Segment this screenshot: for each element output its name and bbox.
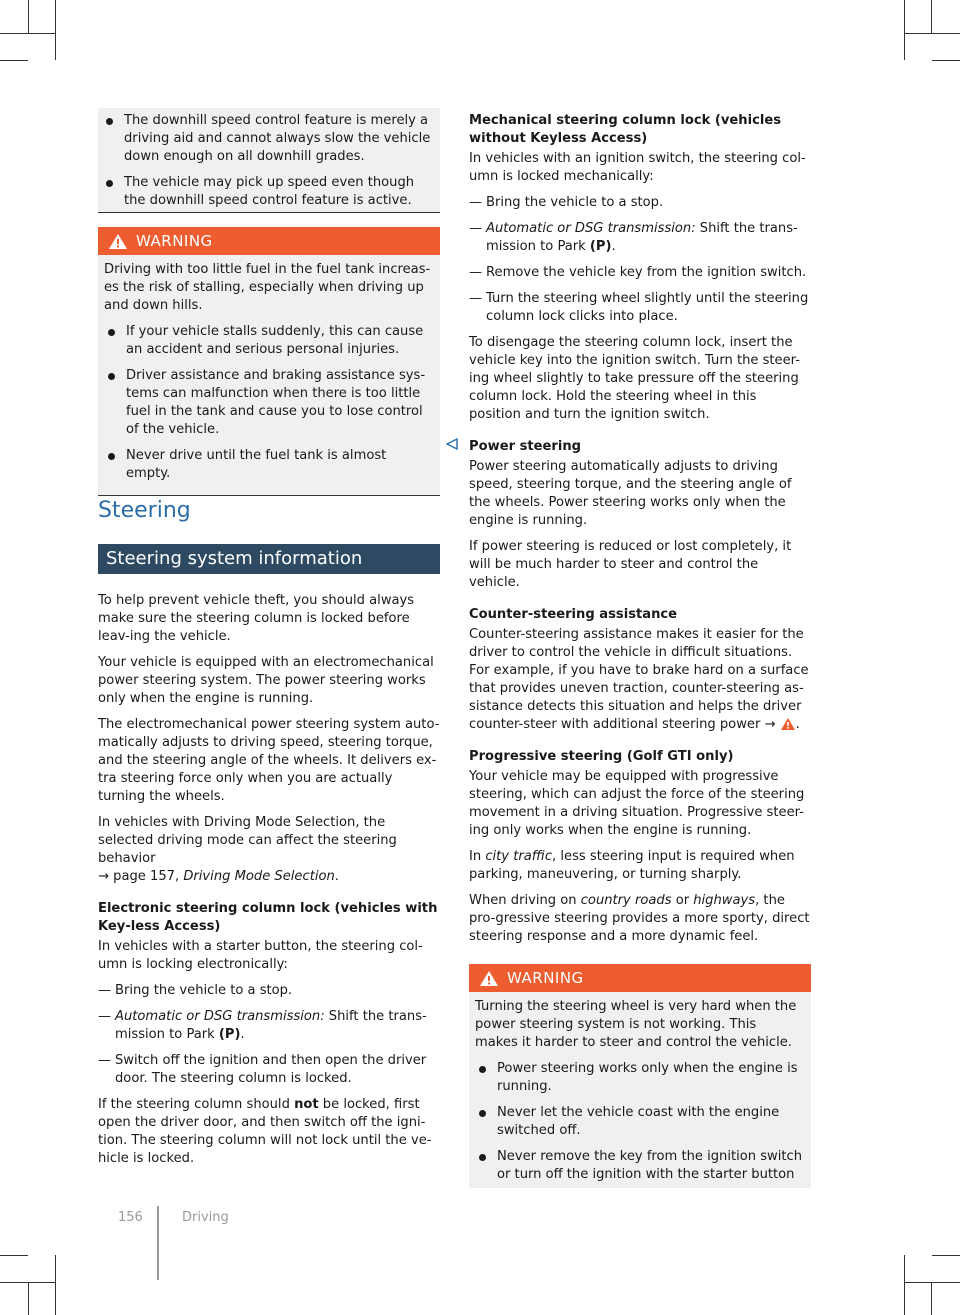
paragraph: The electromechanical power steering system auto-matically adjusts to driving speed, steering torque, and the steering angle of the wheels. It delivers ex-tra steering force only when you are actually turning the wheels.: [98, 717, 440, 804]
paragraph: [469, 892, 811, 946]
page-reference-link[interactable]: → page 157,: [98, 869, 180, 884]
crop-mark: [904, 1255, 905, 1315]
crop-mark: [932, 1255, 960, 1256]
list-item: — Switch off the ignition and then open the driver door. The steering column is locked.: [98, 1052, 440, 1088]
paragraph: In vehicles with an ignition switch, the steering col-umn is locked mechanically:: [469, 151, 806, 184]
paragraph: In vehicles with a starter button, the steering col-umn is locking electronically:: [98, 939, 423, 972]
paragraph-italic: country roads: [580, 893, 672, 908]
list-item: — Automatic or DSG transmission: Shift the trans-mission to Park (P).: [98, 1008, 440, 1044]
list-item: Never remove the key from the ignition switch or turn off the ignition with the starter button: [475, 1148, 803, 1184]
paragraph-text: If the steering column should: [98, 1097, 295, 1112]
paragraph: To help prevent vehicle theft, you should always make sure the steering column is locked before leav-ing the vehicle.: [98, 593, 415, 644]
warning-title: WARNING: [507, 969, 584, 987]
subheading: Counter-steering assistance: [469, 607, 678, 622]
paragraph-text: or: [671, 893, 694, 908]
list-item-italic: Automatic or DSG transmission:: [115, 1009, 325, 1024]
warning-body: [98, 255, 440, 496]
paragraph-text: In vehicles with Driving Mode Selection, the selected driving mode can affect the steering behavior: [98, 815, 397, 866]
right-column: [469, 112, 811, 1188]
crop-mark: [904, 0, 905, 60]
paragraph: Your vehicle may be equipped with progressive steering, which can adjust the force of the steering movement in a driving situation. Progressive steer-ing only works when the engine is running.: [469, 769, 805, 838]
crop-mark: [931, 1282, 932, 1315]
crop-mark: [55, 0, 56, 60]
paragraph: [98, 1096, 440, 1168]
crop-mark: [28, 0, 29, 33]
paragraph-text: be locked, first open the driver door, and then switch off the igni-tion. The steering column will not lock until the ve-hicle is locked.: [98, 1097, 432, 1166]
list-item: The vehicle may pick up speed even though the downhill speed control feature is active.: [102, 174, 436, 210]
crop-mark: [55, 1255, 56, 1315]
subheading: Mechanical steering column lock (vehicles without Keyless Access): [469, 113, 782, 146]
paragraph: Your vehicle is equipped with an electromechanical power steering system. The power steering works only when the engine is running.: [98, 655, 434, 706]
paragraph-italic: highways: [693, 893, 756, 908]
subheading: Progressive steering (Golf GTI only): [469, 749, 734, 764]
page-number: 156: [118, 1210, 143, 1225]
list-item: If your vehicle stalls suddenly, this can cause an accident and serious personal injuries.: [104, 323, 432, 359]
warning-body: [469, 992, 811, 1188]
paragraph-text: When driving on: [469, 893, 581, 908]
subheading: Power steering: [469, 439, 582, 454]
warning-triangle-icon[interactable]: [780, 717, 796, 731]
caution-box: [98, 108, 440, 213]
warning-intro: Turning the steering wheel is very hard when the power steering system is not working. This makes it harder to steer and control the vehicle.: [475, 999, 797, 1050]
warning-header: [469, 964, 811, 992]
crop-mark: [905, 33, 960, 34]
list-item: The downhill speed control feature is merely a driving aid and cannot always slow the vehicle down enough on all downhill grades.: [102, 112, 436, 166]
paragraph-bold: not: [294, 1097, 319, 1112]
list-item: Driver assistance and braking assistance sys-tems can malfunction when there is too little fuel in the tank and cause you to lose control of the vehicle.: [104, 367, 432, 439]
list-item: Power steering works only when the engine is running.: [475, 1060, 803, 1096]
paragraph-text: In: [469, 849, 486, 864]
crop-mark: [931, 0, 932, 33]
list-item-text: Shift the trans-mission to Park: [486, 221, 798, 254]
crop-mark: [932, 60, 960, 61]
list-item-italic: Automatic or DSG transmission:: [486, 221, 696, 236]
warning-triangle-icon: [479, 970, 499, 987]
list-item-text: Shift the trans-mission to Park: [115, 1009, 427, 1042]
warning-title: WARNING: [136, 232, 213, 250]
crop-mark: [28, 1282, 29, 1315]
chapter-title: Steering: [98, 498, 191, 523]
left-column-body: [98, 592, 440, 1176]
list-item: — Turn the steering wheel slightly until the steering column lock clicks into place.: [469, 290, 811, 326]
crop-mark: [0, 60, 28, 61]
list-item: — Bring the vehicle to a stop.: [469, 194, 811, 212]
footer-divider: [157, 1206, 159, 1280]
list-item-bold: (P): [218, 1027, 241, 1042]
paragraph: If power steering is reduced or lost completely, it will be much harder to steer and control the vehicle.: [469, 539, 792, 590]
list-item: Never drive until the fuel tank is almost empty.: [104, 447, 432, 483]
crop-mark: [0, 33, 55, 34]
list-item: — Automatic or DSG transmission: Shift the trans-mission to Park (P).: [469, 220, 811, 256]
crop-mark: [905, 1282, 960, 1283]
paragraph-text: , less steering input is required when parking, maneuvering, or turning sharply.: [469, 849, 795, 882]
paragraph: In vehicles with Driving Mode Selection, the selected driving mode can affect the steering behavior → page 157, Driving Mode Selection.: [98, 815, 397, 884]
list-item: — Remove the vehicle key from the ignition switch.: [469, 264, 811, 282]
paragraph-text: , the pro-gressive steering provides a more sporty, direct steering response and a more dynamic feel.: [469, 893, 810, 944]
warning-triangle-icon: [108, 233, 128, 250]
paragraph-text: Counter-steering assistance makes it easier for the driver to control the vehicle in difficult situations. For example, if you have to brake hard on a surface that provides uneven traction, counter-steering as-sistance detects this situation and helps the driver counter-steer with additional steering power →: [469, 627, 809, 732]
footer-section: Driving: [182, 1210, 229, 1225]
section-title: Steering system information: [98, 544, 440, 574]
warning-intro: Driving with too little fuel in the fuel tank increas-es the risk of stalling, especially when driving up and down hills.: [104, 262, 431, 313]
page-reference-title: Driving Mode Selection: [183, 869, 335, 884]
list-item: Never let the vehicle coast with the engine switched off.: [475, 1104, 803, 1140]
section-end-triangle-icon: [446, 438, 458, 450]
warning-header: [98, 227, 440, 255]
paragraph: Counter-steering assistance makes it easier for the driver to control the vehicle in difficult situations. For example, if you have to brake hard on a surface that provides uneven traction, counter-steering as-sistance detects this situation and helps the driver counter-steer with additional steering power → .: [469, 627, 809, 732]
paragraph: To disengage the steering column lock, insert the vehicle key into the ignition switch. Turn the steer-ing wheel slightly to take pressure off the steering column lock. Hold the steering wheel in this position and turn the ignition switch.: [469, 335, 800, 422]
paragraph: [469, 848, 811, 884]
list-item-bold: (P): [589, 239, 612, 254]
subheading: Electronic steering column lock (vehicles with Key-less Access): [98, 901, 438, 934]
left-column: [98, 108, 440, 496]
crop-mark: [0, 1255, 28, 1256]
list-item: — Bring the vehicle to a stop.: [98, 982, 440, 1000]
paragraph: Power steering automatically adjusts to driving speed, steering torque, and the steering angle of the wheels. Power steering works only when the engine is running.: [469, 459, 792, 528]
paragraph-italic: city traffic: [485, 849, 553, 864]
